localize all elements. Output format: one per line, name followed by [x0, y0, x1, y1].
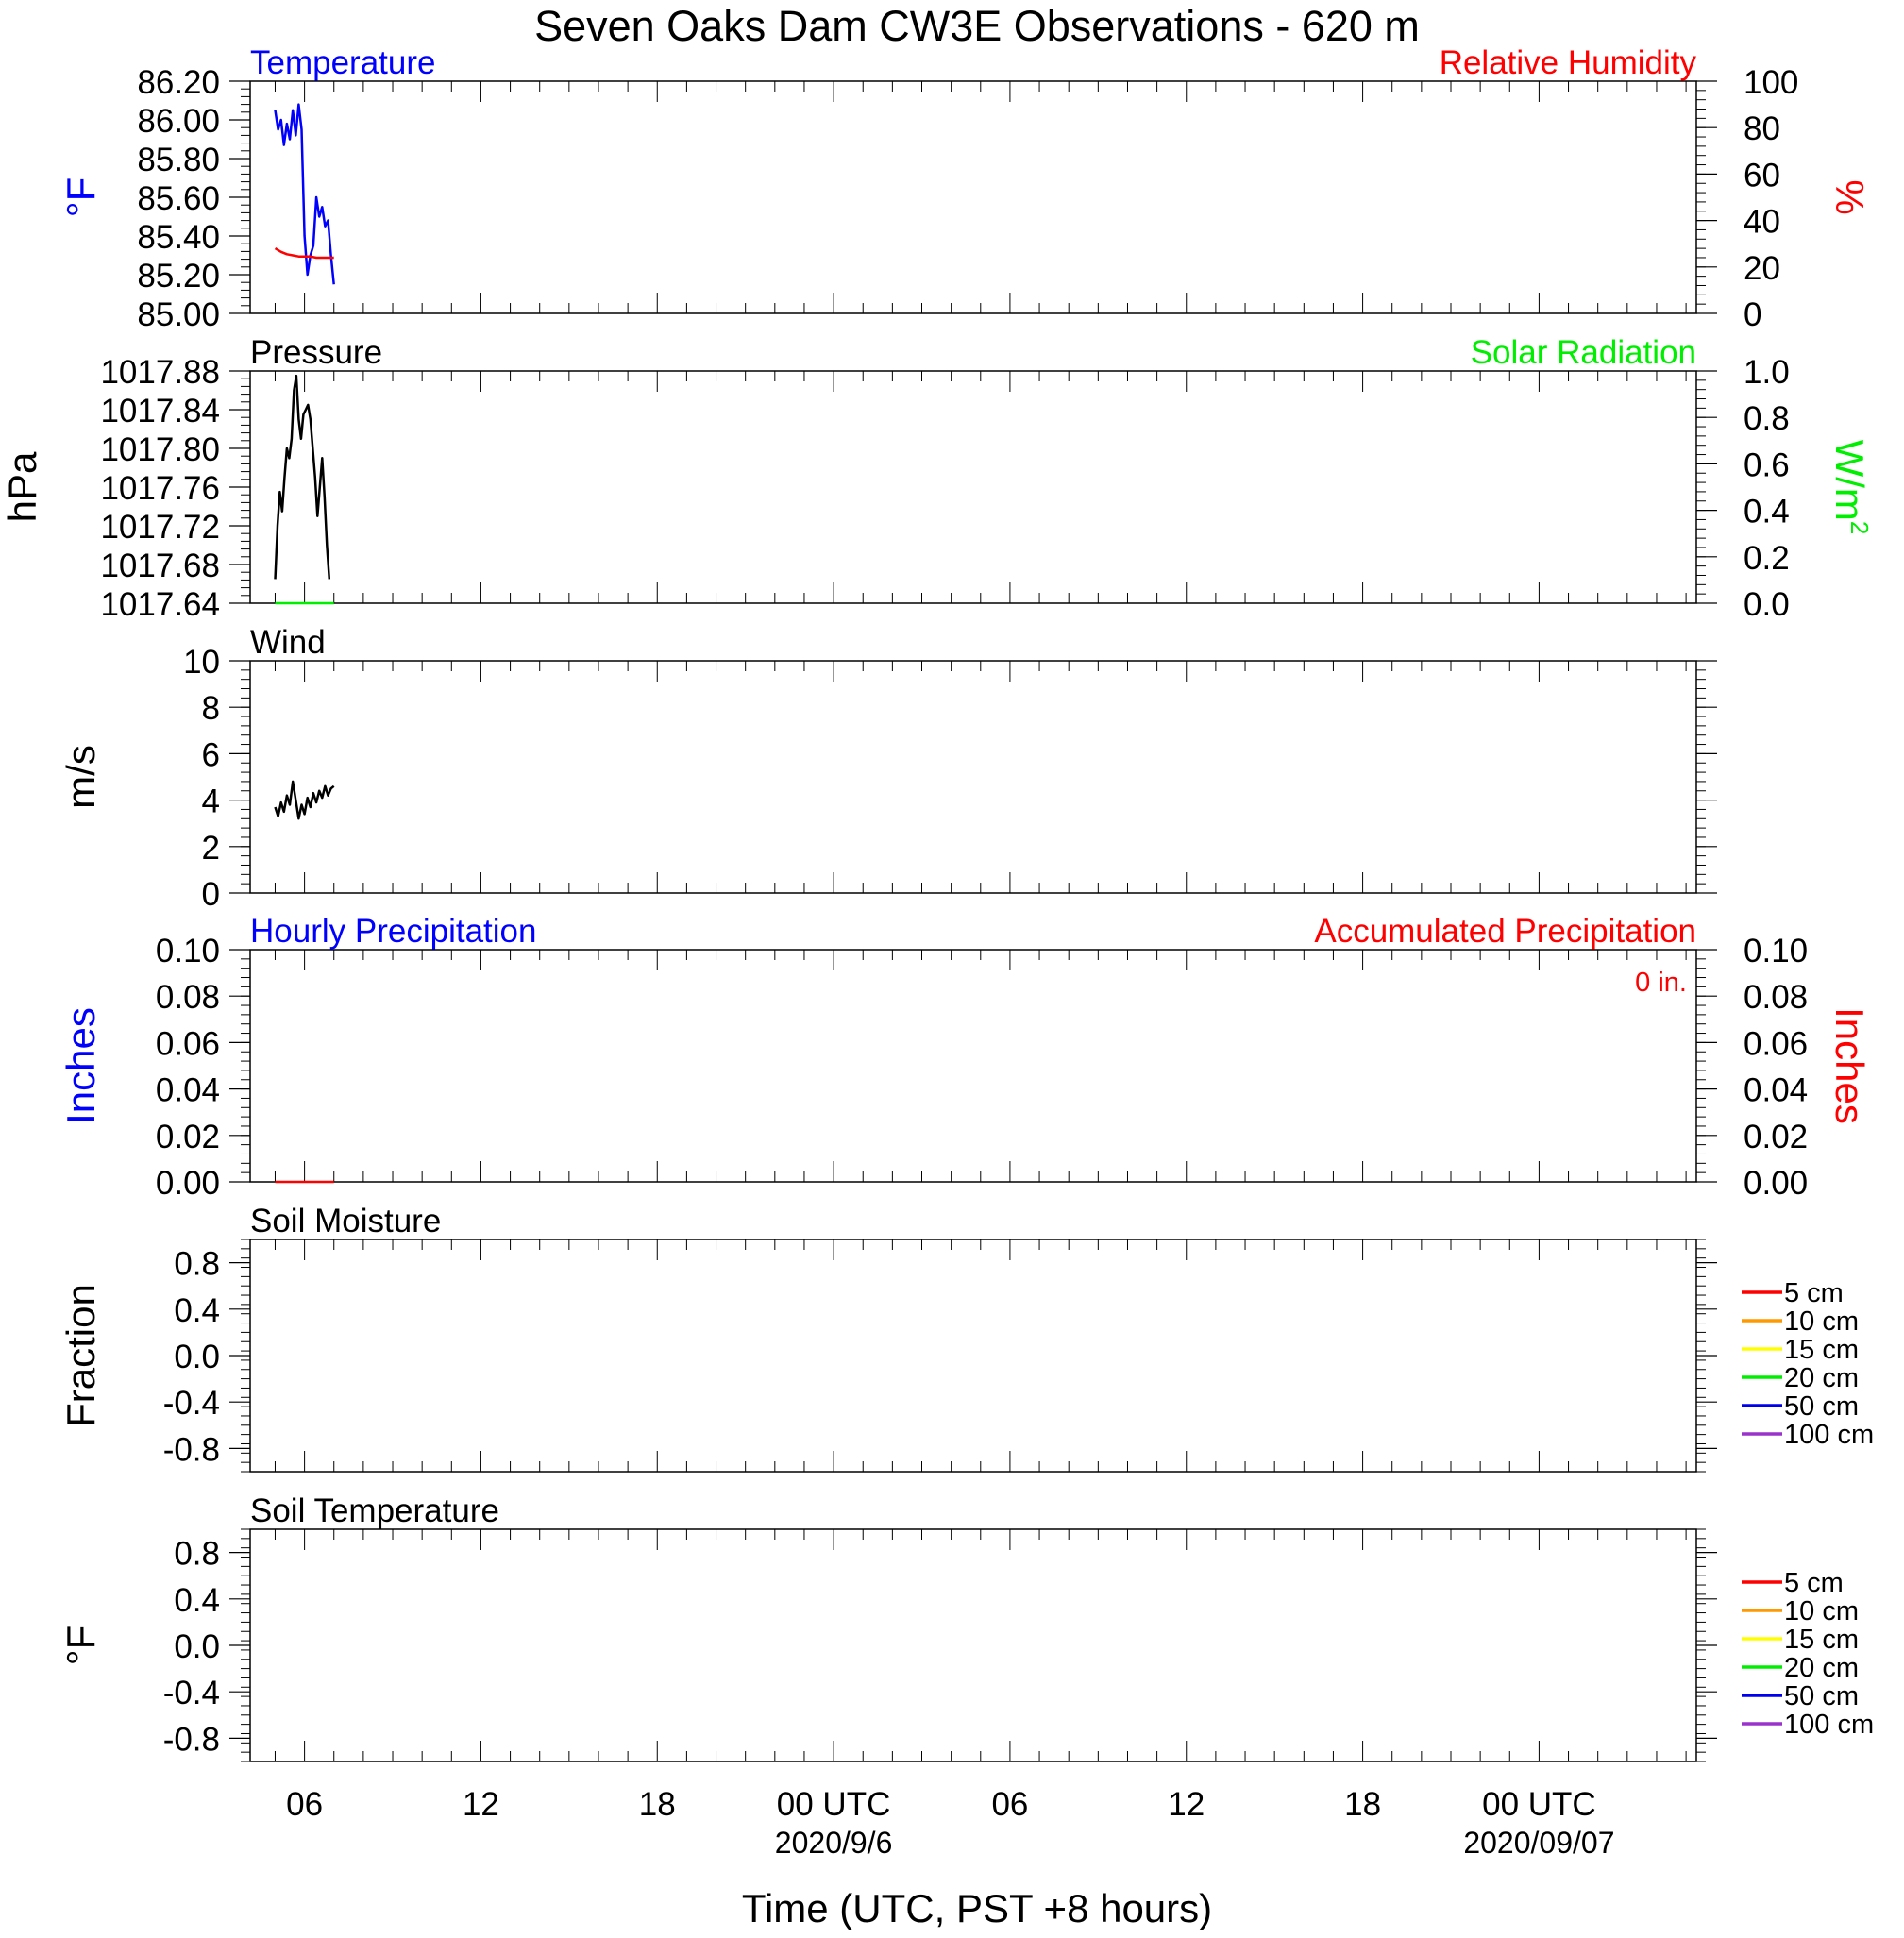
plot-frame [250, 81, 1696, 313]
panel-title-left: Hourly Precipitation [250, 913, 537, 950]
y-axis-label-left: °F [59, 177, 103, 218]
y-tick-label-left: -0.4 [162, 1675, 220, 1712]
plot-frame [250, 371, 1696, 603]
y-tick-label-left: 0.02 [155, 1118, 220, 1155]
y-axis-label-left: hPa [0, 451, 44, 523]
y-tick-label-left: 4 [201, 783, 220, 820]
legend-label: 20 cm [1784, 1363, 1859, 1393]
y-tick-label-left: 0.0 [174, 1628, 220, 1665]
y-tick-label-left: 85.80 [137, 142, 220, 178]
series-line-left [276, 376, 329, 579]
x-tick-label: 12 [1168, 1786, 1205, 1823]
y-tick-label-right: 0.04 [1744, 1071, 1809, 1109]
y-axis-label-superscript: 2 [1845, 520, 1874, 535]
y-tick-label-left: 0.0 [174, 1339, 220, 1375]
panel-soil-temperature [59, 1492, 1874, 1761]
y-tick-label-left: 0.00 [155, 1165, 220, 1202]
y-tick-label-left: -0.4 [162, 1385, 220, 1423]
panel-title-left: Soil Temperature [250, 1492, 499, 1529]
x-tick-label: 12 [462, 1786, 499, 1823]
y-axis-label-left: Inches [59, 1007, 103, 1124]
y-tick-label-left: 1017.84 [100, 393, 220, 430]
y-tick-label-left: 10 [183, 644, 220, 681]
y-tick-label-right: 0.06 [1744, 1025, 1809, 1063]
legend-label: 5 cm [1784, 1568, 1844, 1598]
panel-title-left: Temperature [250, 44, 436, 81]
x-axis [286, 1786, 1614, 1860]
legend-label: 50 cm [1784, 1391, 1859, 1422]
panel-title-right: Relative Humidity [1439, 44, 1696, 81]
y-tick-label-right: 80 [1744, 110, 1780, 148]
y-tick-label-left: 1017.68 [100, 548, 220, 584]
legend-label: 100 cm [1784, 1710, 1875, 1740]
y-tick-label-left: 8 [201, 690, 220, 728]
x-tick-label: 18 [638, 1786, 676, 1823]
y-tick-label-right: 0.2 [1744, 539, 1790, 577]
y-tick-label-right: 1.0 [1744, 354, 1790, 391]
panel-wind [59, 624, 1717, 913]
y-tick-label-left: 86.00 [137, 103, 220, 140]
x-tick-date-label: 2020/9/6 [774, 1826, 893, 1860]
y-tick-label-right: 0.02 [1744, 1118, 1809, 1155]
y-tick-label-left: 85.00 [137, 296, 220, 333]
legend-label: 15 cm [1784, 1625, 1859, 1655]
legend-label: 5 cm [1784, 1278, 1844, 1308]
y-tick-label-left: 0.8 [174, 1535, 220, 1573]
y-tick-label-right: 0.4 [1744, 493, 1790, 531]
y-tick-label-right: 60 [1744, 157, 1780, 194]
y-tick-label-left: 85.40 [137, 219, 220, 256]
x-tick-label: 06 [286, 1786, 324, 1823]
legend-label: 10 cm [1784, 1596, 1859, 1626]
y-tick-label-left: 1017.76 [100, 470, 220, 507]
accumulated-total-annotation: 0 in. [1635, 968, 1687, 998]
y-tick-label-right: 0.00 [1744, 1165, 1809, 1202]
y-tick-label-left: 2 [201, 829, 220, 867]
legend-label: 20 cm [1784, 1653, 1859, 1683]
y-tick-label-left: 86.20 [137, 64, 220, 101]
y-tick-label-left: 1017.88 [100, 354, 220, 391]
y-tick-label-left: 0.4 [174, 1291, 220, 1329]
legend-label: 100 cm [1784, 1420, 1875, 1450]
y-tick-label-left: 0 [201, 876, 220, 913]
series-line-left [276, 782, 334, 818]
y-axis-label-right: % [1828, 179, 1872, 215]
y-tick-label-right: 0.10 [1744, 933, 1809, 969]
y-axis-label-right: $W/m^2$ [1828, 439, 1874, 535]
y-tick-label-left: 0.08 [155, 979, 220, 1017]
panel-title-right: Solar Radiation [1470, 334, 1696, 371]
y-tick-label-right: 0.0 [1744, 586, 1790, 623]
y-tick-label-left: 6 [201, 736, 220, 774]
panel-precipitation [59, 913, 1872, 1202]
y-axis-label-left: m/s [59, 745, 103, 809]
panel-title-left: Pressure [250, 334, 383, 371]
panel-pressure-solar [0, 334, 1874, 623]
y-axis-label-left: °F [59, 1625, 103, 1666]
y-tick-label-left: 0.10 [155, 933, 220, 969]
panel-temperature-rh [59, 44, 1872, 333]
panel-title-right: Accumulated Precipitation [1314, 913, 1696, 950]
x-tick-date-label: 2020/09/07 [1463, 1826, 1615, 1860]
y-tick-label-left: 85.60 [137, 180, 220, 217]
plot-frame [250, 1239, 1696, 1472]
y-tick-label-left: 1017.80 [100, 431, 220, 468]
y-tick-label-right: 0.6 [1744, 447, 1790, 484]
plot-frame [250, 950, 1696, 1182]
x-tick-label: 00 UTC [776, 1786, 891, 1823]
legend-label: 15 cm [1784, 1335, 1859, 1365]
y-tick-label-right: 100 [1744, 64, 1799, 101]
plot-frame [250, 661, 1696, 893]
legend-label: 50 cm [1784, 1681, 1859, 1711]
x-tick-label: 06 [991, 1786, 1029, 1823]
y-tick-label-right: 0 [1744, 296, 1762, 333]
y-tick-label-left: 0.4 [174, 1581, 220, 1619]
panel-title-left: Wind [250, 624, 326, 661]
panel-title-left: Soil Moisture [250, 1203, 442, 1239]
y-tick-label-left: 1017.72 [100, 509, 220, 546]
y-tick-label-left: 85.20 [137, 258, 220, 295]
panels [0, 44, 1874, 1761]
y-tick-label-right: 0.08 [1744, 979, 1809, 1017]
y-tick-label-left: 1017.64 [100, 586, 220, 623]
plot-frame [250, 1529, 1696, 1761]
y-tick-label-left: -0.8 [162, 1431, 220, 1469]
legend-label: 10 cm [1784, 1306, 1859, 1337]
x-tick-label: 18 [1344, 1786, 1382, 1823]
panel-soil-moisture [59, 1203, 1874, 1472]
y-tick-label-left: 0.8 [174, 1245, 220, 1283]
y-tick-label-right: 0.8 [1744, 400, 1790, 438]
chart-title: Seven Oaks Dam CW3E Observations - 620 m [534, 2, 1420, 50]
y-tick-label-left: 0.06 [155, 1025, 220, 1063]
y-tick-label-right: 20 [1744, 249, 1780, 287]
y-tick-label-left: 0.04 [155, 1071, 220, 1109]
y-tick-label-right: 40 [1744, 203, 1780, 241]
x-axis-label: Time (UTC, PST +8 hours) [741, 1886, 1213, 1930]
x-tick-label: 00 UTC [1482, 1786, 1596, 1823]
y-axis-label-left: Fraction [59, 1284, 103, 1427]
y-axis-label-right: Inches [1828, 1007, 1872, 1124]
y-tick-label-left: -0.8 [162, 1721, 220, 1759]
